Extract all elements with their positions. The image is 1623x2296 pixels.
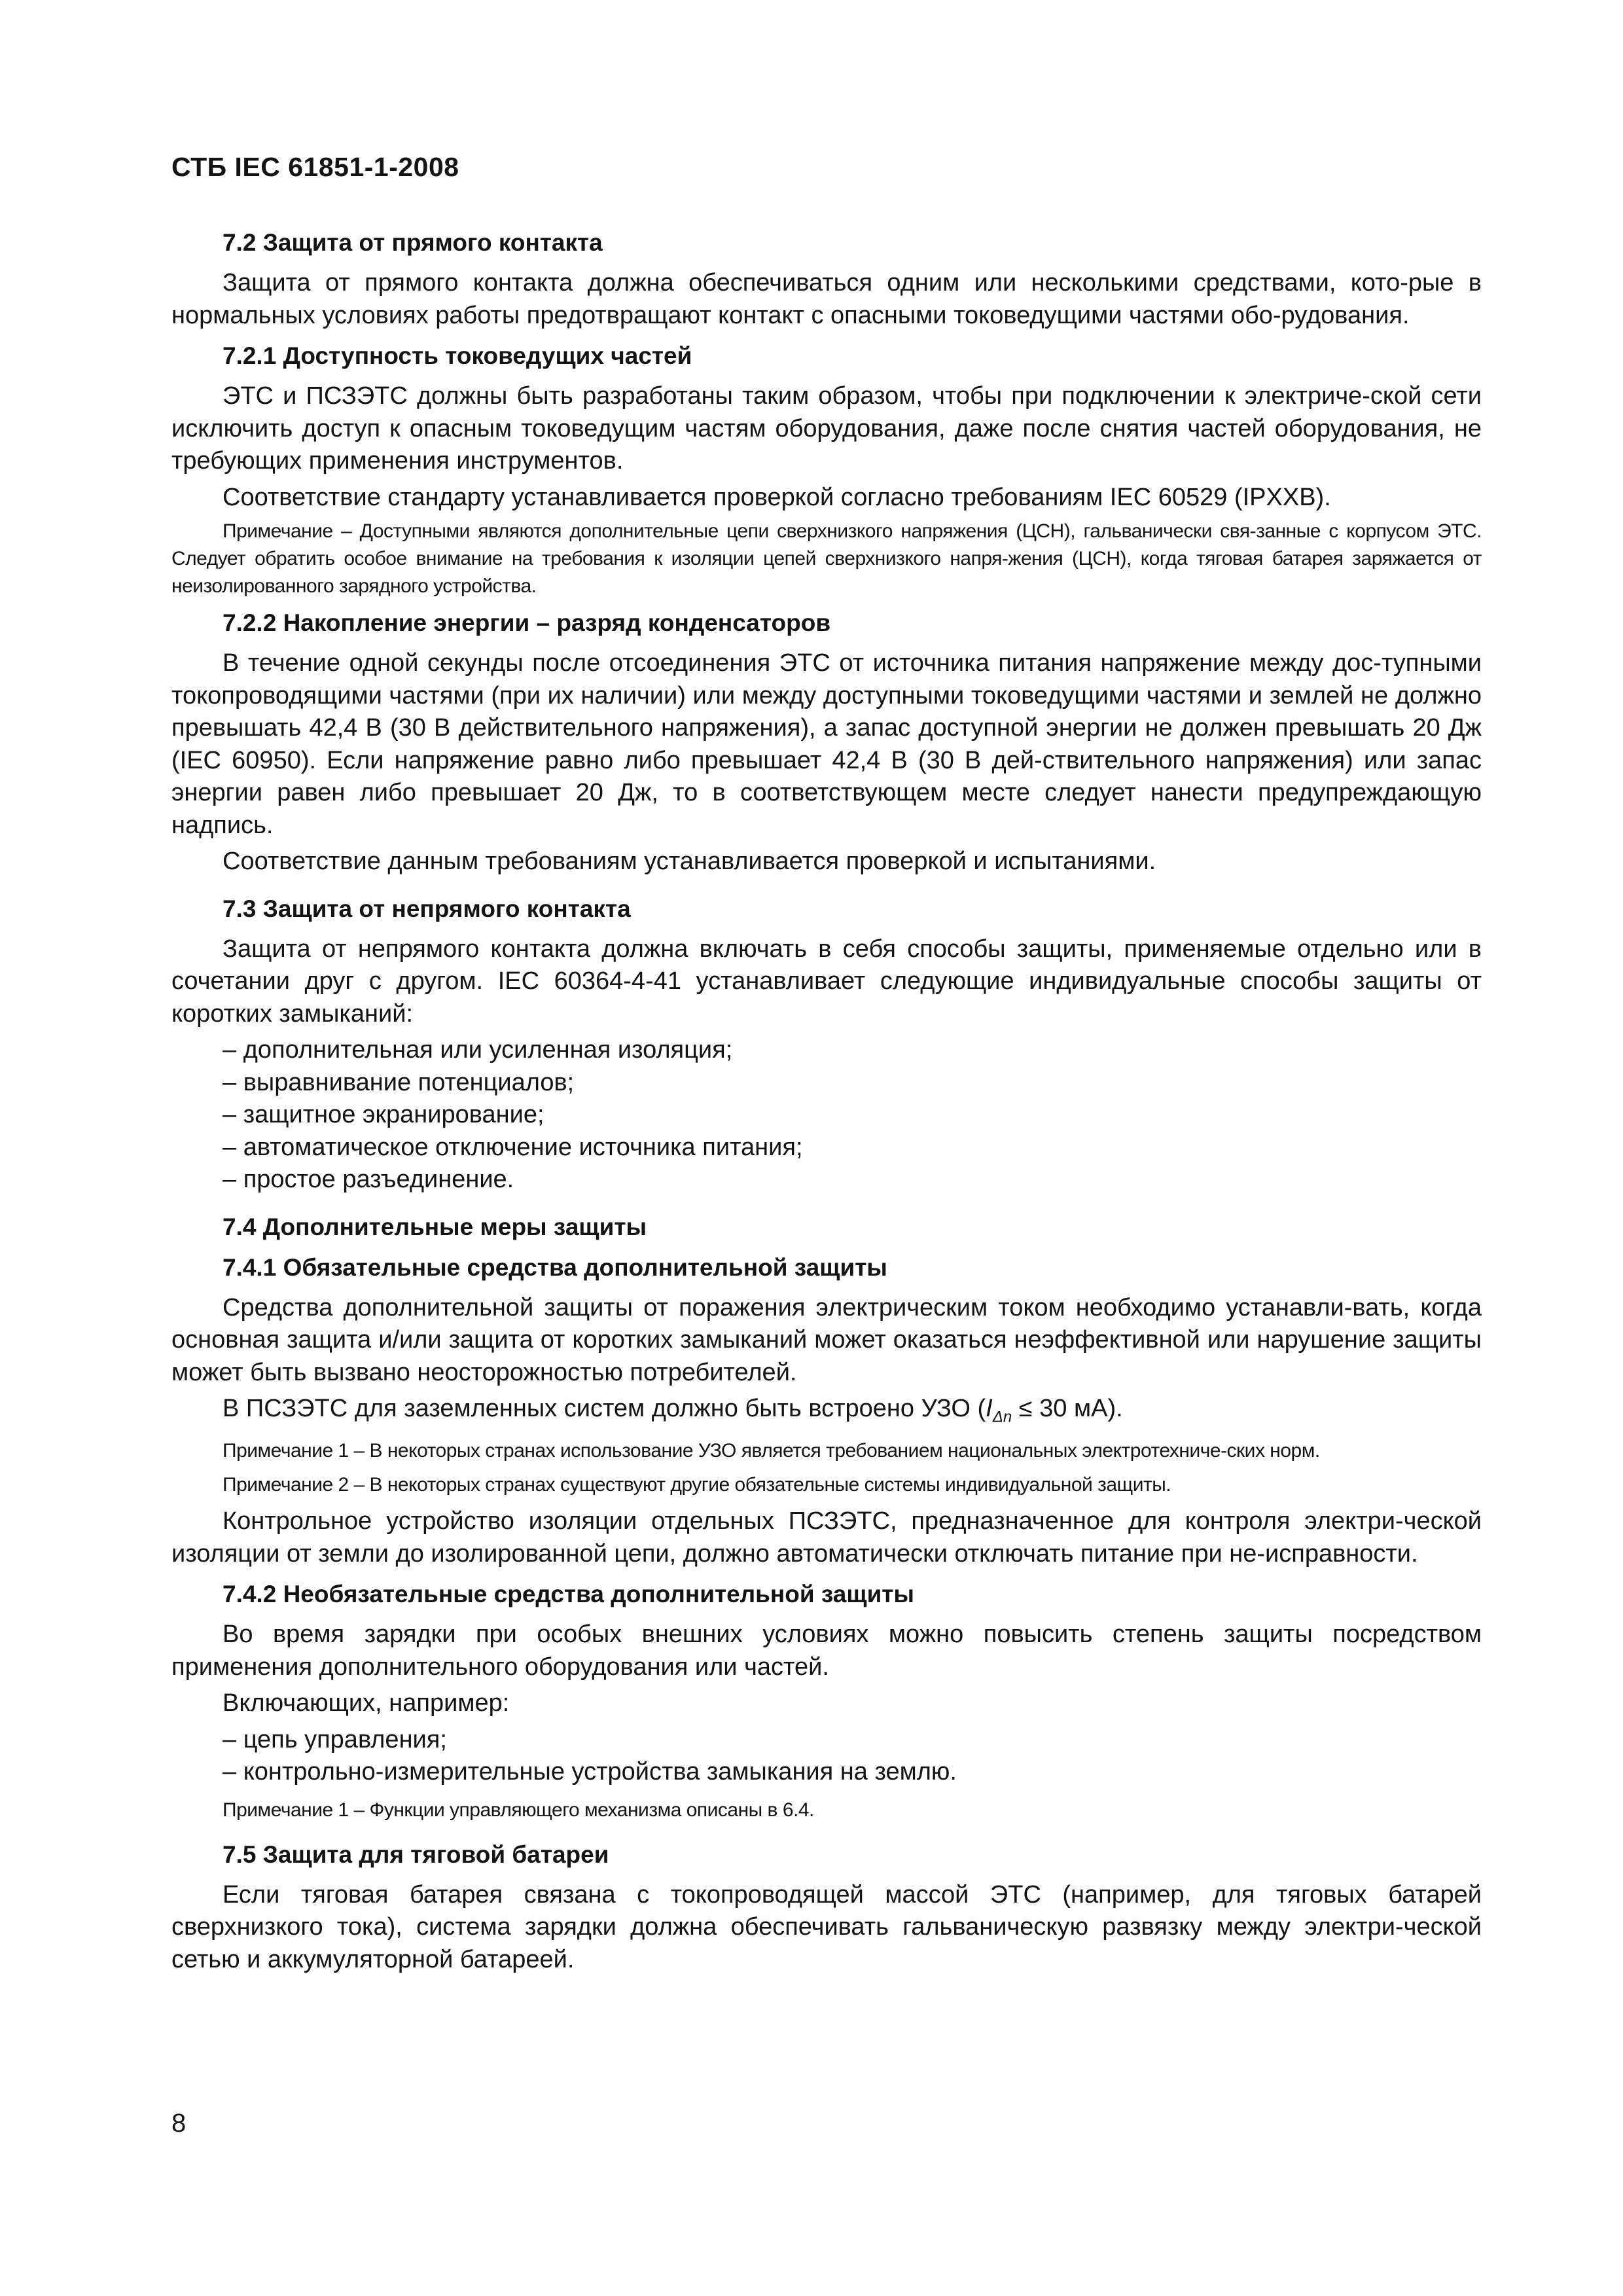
- paragraph-7-2-1-a: ЭТС и ПСЗЭТС должны быть разработаны таким образом, чтобы при подключении к электриче-ской сети исключить доступ к опасным токоведущим частям оборудования, даже после снятия частей оборудования, не требующих применения инструментов.: [171, 382, 1482, 475]
- rcd-symbol-subscript: Δn: [992, 1408, 1012, 1426]
- heading-7-3: 7.3 Защита от непрямого контакта: [223, 895, 631, 922]
- list-item: – контрольно-измерительные устройства замыкания на землю.: [223, 1758, 957, 1786]
- heading-7-4-2: 7.4.2 Необязательные средства дополнительной защиты: [223, 1581, 915, 1608]
- paragraph-7-4-1-b: [171, 1393, 1482, 1433]
- paragraph-7-2-2-a: В течение одной секунды после отсоединения ЭТС от источника питания напряжение между дос-тупными токопроводящими частями (при их наличии) или между доступными токоведущими частями и землей не должно превышать 42,4 В (30 В действительного напряжения), а запас доступной энергии не должен превышать 20 Дж (IEC 60950). Если напряжение равно либо превышает 42,4 В (30 В дей-ствительного напряжения) или запас энергии равен либо превышает 20 Дж, то в соответствующем месте следует нанести предупреждающую надпись.: [171, 649, 1482, 839]
- document-id: СТБ IEC 61851-1-2008: [171, 152, 459, 182]
- rcd-symbol-letter: I: [986, 1395, 993, 1422]
- rcd-current-symbol: [986, 1395, 1012, 1426]
- list-item: – автоматическое отключение источника питания;: [223, 1133, 803, 1161]
- paragraph-7-2-1: Защита от прямого контакта должна обеспечиваться одним или несколькими средствами, кото-рые в нормальных условиях работы предотвращают контакт с опасными токоведущими частями обо-рудования.: [171, 269, 1482, 329]
- rcd-text-after: ≤ 30 мА).: [1012, 1395, 1123, 1422]
- paragraph-7-4-1-c: Контрольное устройство изоляции отдельных ПСЗЭТС, предназначенное для контроля электри-ческой изоляции от земли до изолированной цепи, должно автоматически отключать питание при не-исправности.: [171, 1507, 1482, 1568]
- heading-7-4: 7.4 Дополнительные меры защиты: [223, 1213, 647, 1240]
- note-7-4-1-1: Примечание 1 – В некоторых странах использование УЗО является требованием национальных электротехниче-ских норм.: [223, 1440, 1320, 1462]
- paragraph-7-2-2-b: Соответствие данным требованиям устанавливается проверкой и испытаниями.: [223, 848, 1156, 875]
- heading-7-2-2: 7.2.2 Накопление энергии – разряд конденсаторов: [223, 609, 831, 636]
- list-item: – цепь управления;: [223, 1725, 447, 1753]
- paragraph-7-4-1-a: Средства дополнительной защиты от поражения электрическим током необходимо устанавли-вать, когда основная защита и/или защита от коротких замыканий может оказаться неэффективной или нарушение защиты может быть вызвано неосторожностью потребителей.: [171, 1293, 1482, 1386]
- list-7-4-2: [171, 1724, 1482, 1789]
- heading-7-4-1: 7.4.1 Обязательные средства дополнительной защиты: [223, 1253, 887, 1281]
- list-item: – выравнивание потенциалов;: [223, 1068, 575, 1096]
- paragraph-7-3: Защита от непрямого контакта должна включать в себя способы защиты, применяемые отдельно или в сочетании друг с другом. IEC 60364-4-41 устанавливает следующие индивидуальные способы защиты от коротких замыканий:: [171, 935, 1482, 1028]
- heading-7-5: 7.5 Защита для тяговой батареи: [223, 1840, 609, 1868]
- page-body: [171, 226, 1482, 1984]
- note-7-4-1-2: Примечание 2 – В некоторых странах существуют другие обязательные системы индивидуальной защиты.: [223, 1474, 1171, 1496]
- heading-7-2: 7.2 Защита от прямого контакта: [223, 229, 603, 256]
- rcd-text-before: В ПСЗЭТС для заземленных систем должно быть встроено УЗО (: [223, 1395, 986, 1422]
- paragraph-7-2-1-b: Соответствие стандарту устанавливается проверкой согласно требованиям IEC 60529 (IPXXB).: [223, 483, 1331, 511]
- list-7-3: [171, 1034, 1482, 1196]
- list-item: – простое разъединение.: [223, 1166, 514, 1193]
- note-7-2-1: Примечание – Доступными являются дополнительные цепи сверхнизкого напряжения (ЦСН), гальванически свя-занные с корпусом ЭТС. Следует обратить особое внимание на требования к изоляции цепей сверхнизкого напря-жения (ЦСН), когда тяговая батарея заряжается от неизолированного зарядного устройства.: [171, 520, 1482, 597]
- paragraph-7-4-2-a: Во время зарядки при особых внешних условиях можно повысить степень защиты посредством применения дополнительного оборудования или частей.: [171, 1621, 1482, 1681]
- note-7-4-2-1: Примечание 1 – Функции управляющего механизма описаны в 6.4.: [223, 1799, 814, 1821]
- paragraph-7-4-2-b: Включающих, например:: [223, 1689, 510, 1717]
- page-number: 8: [171, 2109, 187, 2138]
- list-item: – защитное экранирование;: [223, 1101, 544, 1128]
- heading-7-2-1: 7.2.1 Доступность токоведущих частей: [223, 342, 692, 369]
- list-item: – дополнительная или усиленная изоляция;: [223, 1036, 733, 1064]
- paragraph-7-5: Если тяговая батарея связана с токопроводящей массой ЭТС (например, для тяговых батарей сверхнизкого тока), система зарядки должна обеспечивать гальваническую развязку между электри-ческой сетью и аккумуляторной батареей.: [171, 1880, 1482, 1973]
